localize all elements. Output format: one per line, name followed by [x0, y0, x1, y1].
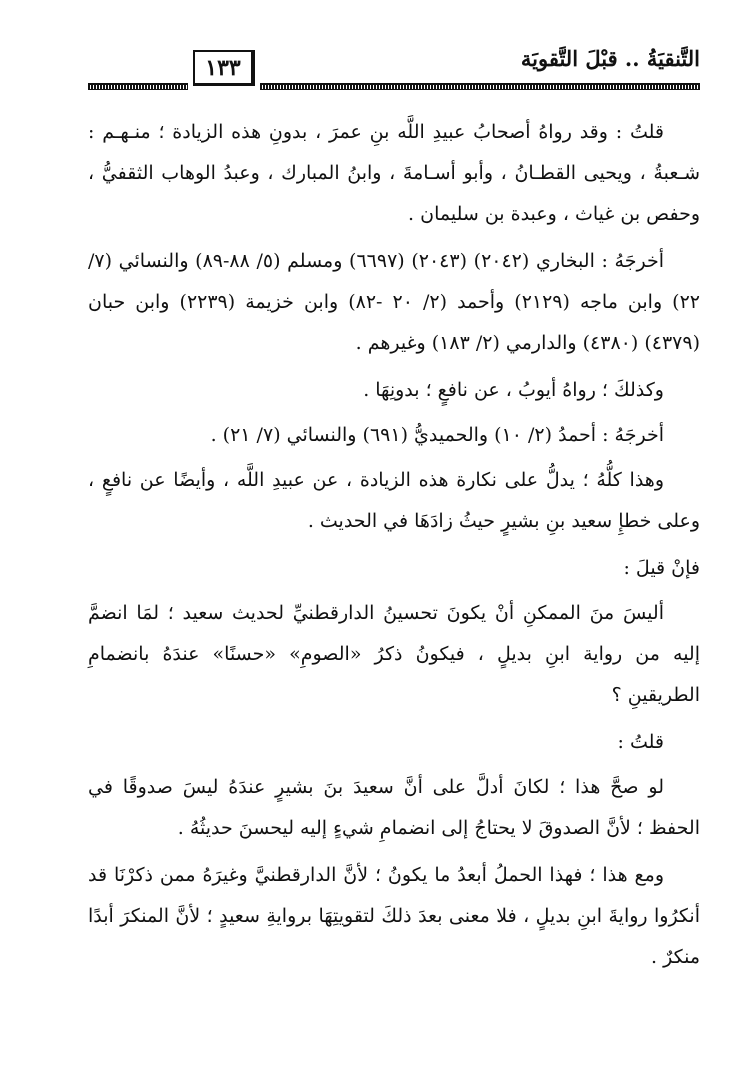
paragraph-8: قلتُ :: [617, 731, 664, 753]
page-number: ١٣٣: [193, 50, 255, 86]
paragraph-5: وهذا كلُّهُ ؛ يدلُّ على نكارة هذه الزيادة ، عن عبيدِ اللَّه ، وأيضًا عن نافعٍ ، وعلى خطإِ سعيد بنِ بشيرٍ حيثُ زادَهَا في الحديث .: [88, 469, 700, 532]
paragraph-9: لو صحَّ هذا ؛ لكانَ أدلَّ على أنَّ سعيدَ بنَ بشيرٍ عندَهُ ليسَ صدوقًا في الحفظ ؛ لأنَّ الصدوقَ لا يحتاجُ إلى انضمامِ شيءٍ إليه ليحسنَ حديثُهُ .: [88, 776, 700, 839]
header-rule-left: [88, 83, 188, 90]
paragraph-1: قلتُ : وقد رواهُ أصحابُ عبيدِ اللَّه بنِ عمرَ ، بدونِ هذه الزيادة ؛ منـهـم : شـعبةُ ، ويحيى القطـانُ ، وأبو أسـامةَ ، وابنُ المبارك ، وعبدُ الوهاب الثقفيُّ ، وحفص بن غياث ، وعبدة بن سليمان .: [88, 121, 700, 225]
paragraph-10: ومع هذا ؛ فهذا الحملُ أبعدُ ما يكونُ ؛ لأنَّ الدارقطنيَّ وغيرَهُ ممن ذكرْنَا قد أنكرُوا روايةَ ابنِ بديلٍ ، فلا معنى بعدَ ذلكَ لتقويتِهَا بروايةِ سعيدٍ ؛ لأنَّ المنكرَ أبدًا منكرٌ .: [88, 864, 700, 968]
running-title: التَّنقيَةُ .. قبْلَ التَّقويَة: [520, 46, 700, 71]
body-text: [88, 112, 700, 984]
header-rule-right: [260, 83, 700, 90]
paragraph-4: أخرجَهُ : أحمدُ (٢/ ١٠) والحميديُّ (٦٩١) والنسائي (٧/ ٢١) .: [210, 424, 664, 446]
paragraph-3: وكذلكَ ؛ رواهُ أيوبُ ، عن نافعٍ ؛ بدونِهَا .: [363, 379, 664, 401]
paragraph-6: فإنْ قيلَ :: [623, 557, 700, 579]
paragraph-2: أخرجَهُ : البخاري (٢٠٤٢) (٢٠٤٣) (٦٦٩٧) ومسلم (٥/ ٨٨-٨٩) والنسائي (٧/ ٢٢) وابن ماجه (٢١٢٩) وأحمد (٢/ ٢٠ -٨٢) وابن خزيمة (٢٢٣٩) وابن حبان (٤٣٧٩) (٤٣٨٠) والدارمي (٢/ ١٨٣) وغيرهم .: [88, 250, 700, 354]
page-header: [88, 40, 700, 100]
paragraph-7: أليسَ منَ الممكنِ أنْ يكونَ تحسينُ الدارقطنيِّ لحديث سعيد ؛ لمَا انضمَّ إليه من رواية ابنِ بديلٍ ، فيكونُ ذكرُ «الصومِ» «حسنًا» عندَهُ بانضمامِ الطريقينِ ؟: [88, 602, 700, 706]
